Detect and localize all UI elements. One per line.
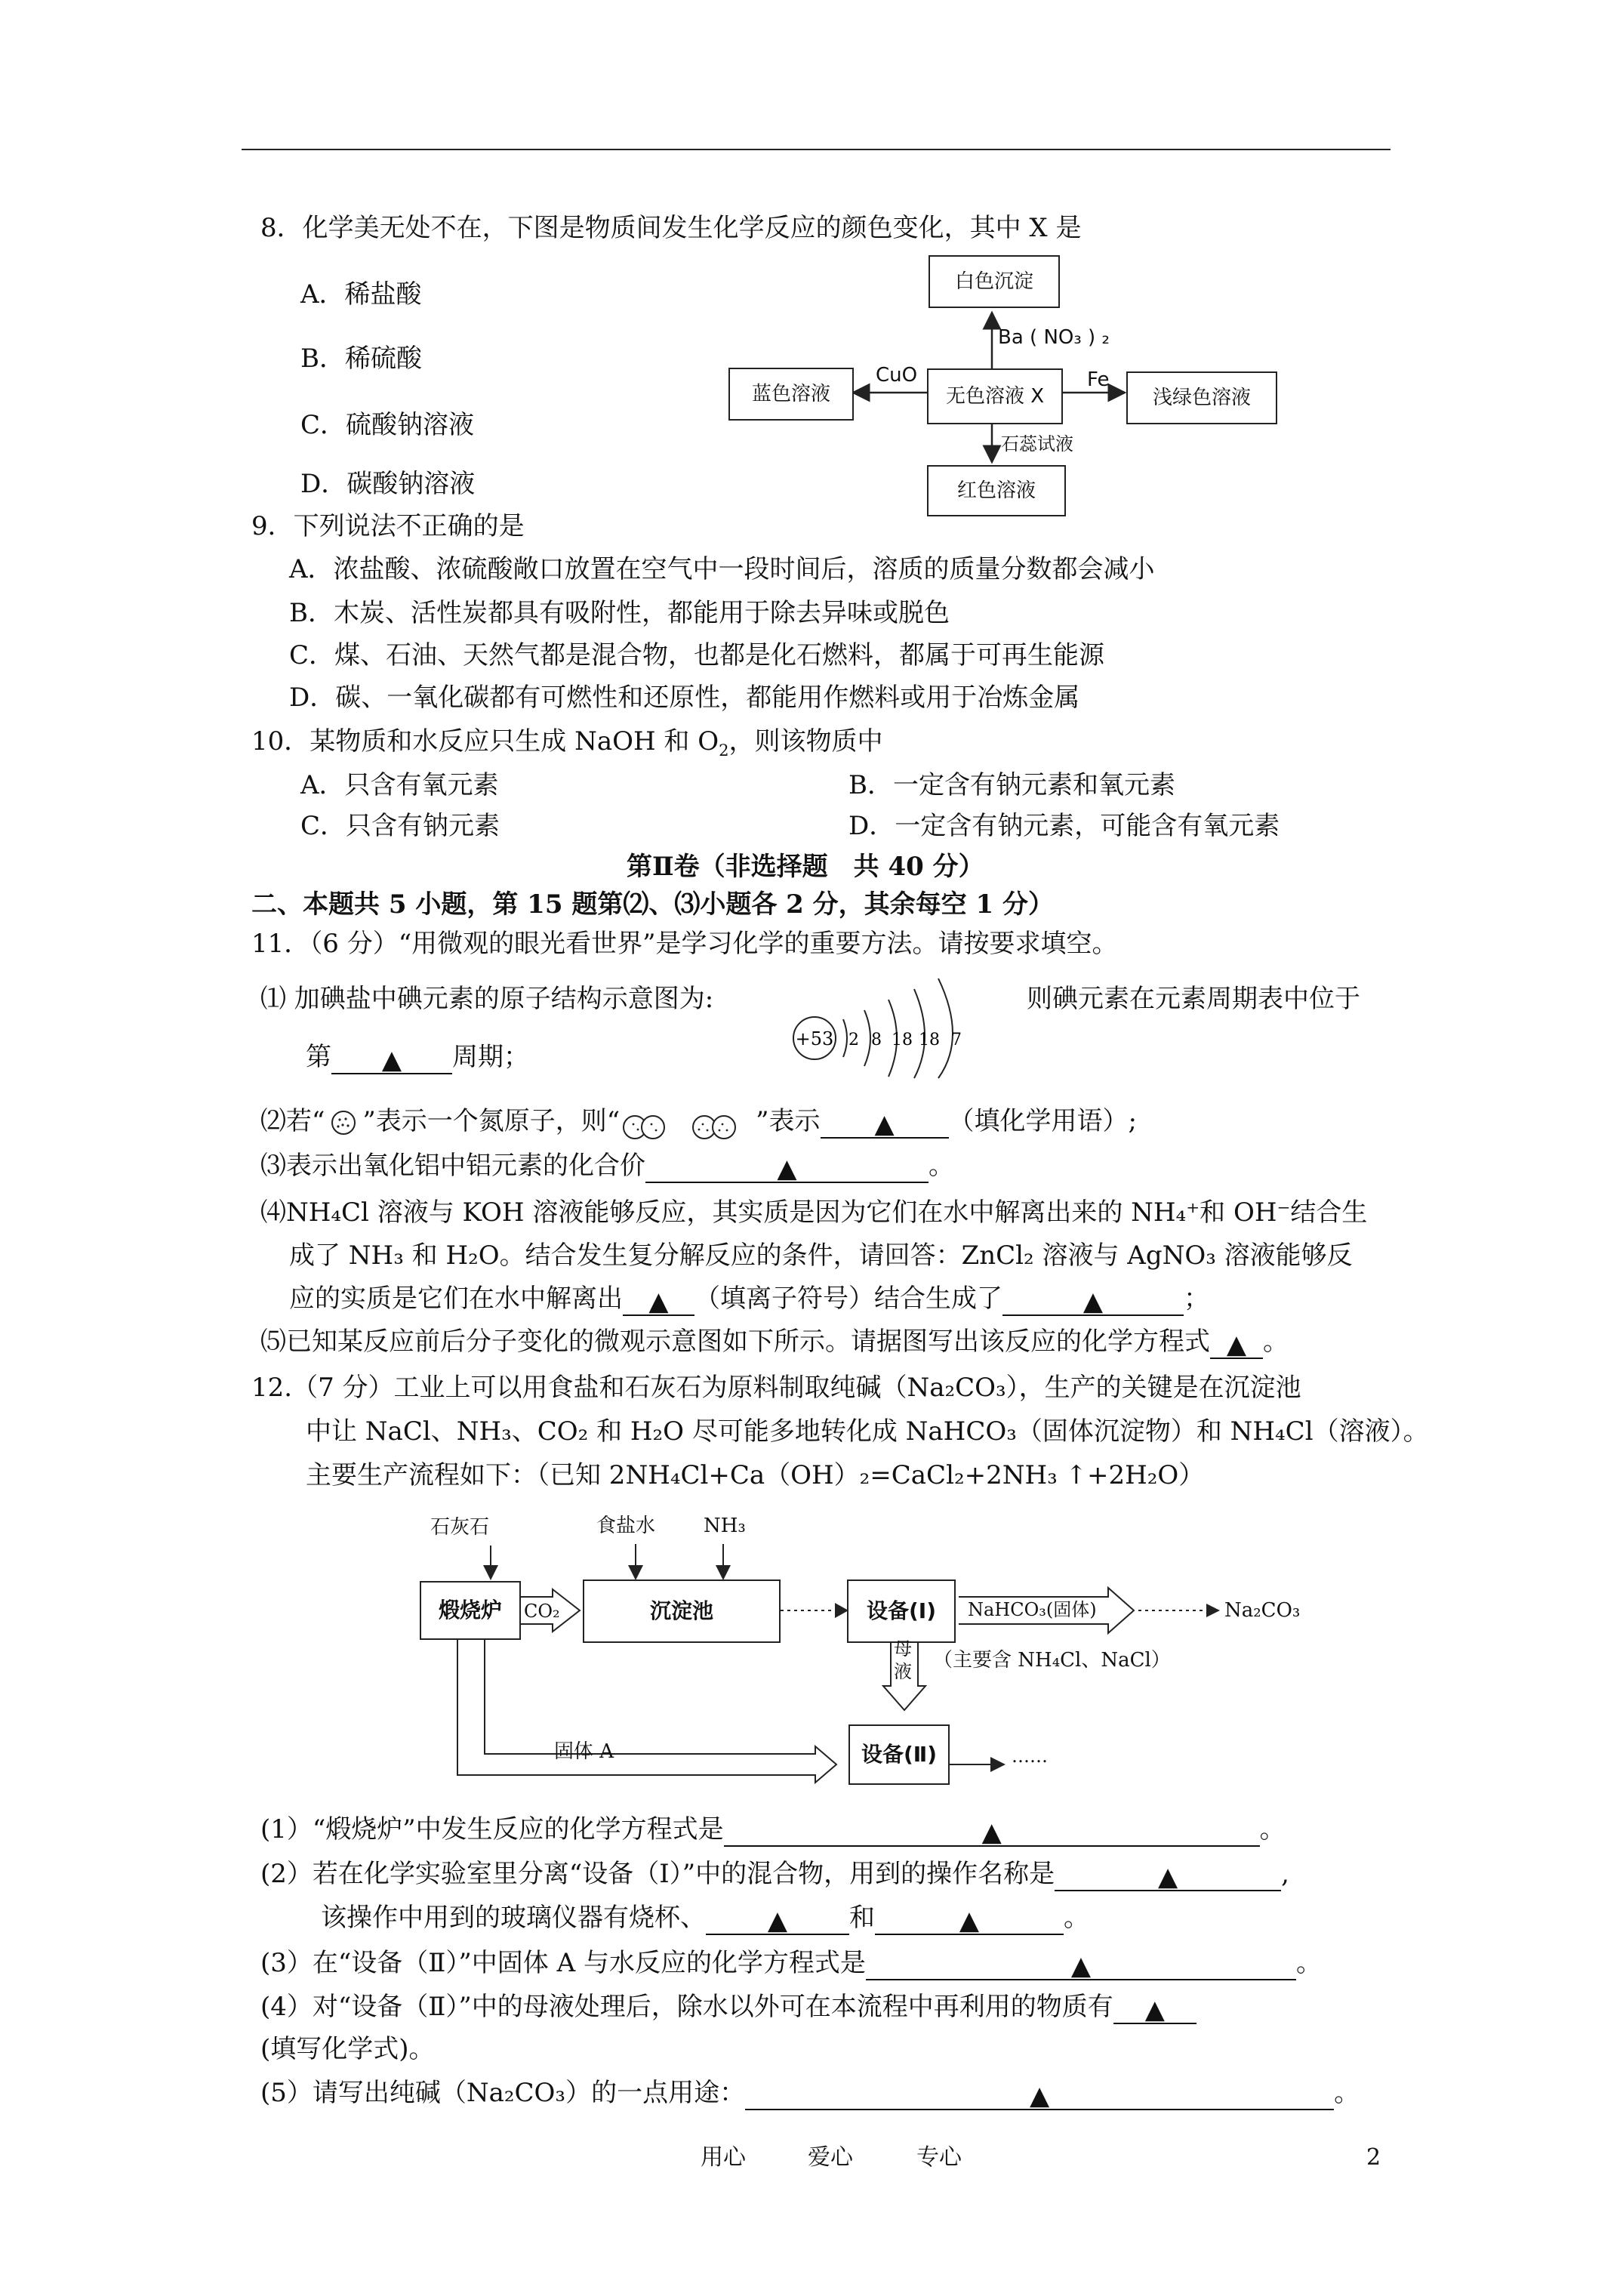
q12-s2a: (2）若在化学实验室里分离“设备（Ⅰ）”中的混合物，用到的操作名称是 — [260, 1859, 1055, 1889]
q11-p1b: 则碘元素在元素周期表中位于 — [1027, 984, 1360, 1014]
blank-marker: ▲ — [1070, 1951, 1092, 1981]
q10-option-d: D．一定含有钠元素，可能含有氧元素 — [848, 811, 1280, 841]
flow-na2co3: Na₂CO₃ — [1224, 1599, 1301, 1622]
flow-brine: 食盐水 — [596, 1515, 656, 1537]
blank-marker: ▲ — [1030, 2081, 1050, 2111]
q11-answer-blank-1[interactable] — [331, 1042, 452, 1074]
flow-nahco3-label: NaHCO₃(固体) — [968, 1599, 1097, 1620]
flow-limestone: 石灰石 — [430, 1516, 490, 1539]
q12-s3b: 。 — [1295, 1948, 1322, 1978]
q12-s2b: , — [1281, 1859, 1289, 1889]
q12-s2c: 该操作中用到的玻璃仪器有烧杯、 — [321, 1903, 706, 1933]
diagram-blue-solution: 蓝色溶液 — [728, 368, 854, 421]
q11-p4-line2: 成了 NH₃ 和 H₂O。结合发生复分解反应的条件，请回答：ZnCl₂ 溶液与 AgNO₃ 溶液能够反 — [289, 1240, 1353, 1271]
flow-device-2: 设备(Ⅱ) — [848, 1724, 950, 1785]
q9-option-a: A．浓盐酸、浓硫酸敞口放置在空气中一段时间后，溶质的质量分数都会减小 — [289, 554, 1155, 584]
q12-s5b: 。 — [1334, 2078, 1360, 2108]
q11-p4-l3b: （填离子符号）结合生成了 — [694, 1284, 1002, 1314]
blank-marker: ▲ — [1226, 1330, 1247, 1360]
blank-marker: ▲ — [648, 1287, 669, 1317]
q12-answer-blank-1[interactable] — [724, 1814, 1260, 1847]
q8-option-c: C．硫酸钠溶液 — [300, 410, 475, 440]
q12-s4-line2: (填写化学式)。 — [260, 2034, 435, 2064]
flow-continuation-dots: …… — [1012, 1746, 1048, 1767]
blank-marker: ▲ — [767, 1906, 788, 1936]
flow-mother-1: 母 — [894, 1638, 912, 1660]
q12-s4 — [260, 1992, 1196, 2024]
q11-answer-blank-4[interactable] — [623, 1284, 694, 1316]
flow-nh3: NH₃ — [704, 1515, 746, 1537]
blank-marker: ▲ — [959, 1906, 980, 1936]
blank-marker: ▲ — [777, 1154, 797, 1184]
iodine-atom-diagram — [789, 966, 978, 1080]
nitrogen-atom-icon — [325, 1108, 362, 1138]
atom-shell-electrons: 18 — [919, 1031, 940, 1049]
q9-stem: 9．下列说法不正确的是 — [251, 511, 525, 541]
blank-marker: ▲ — [1158, 1862, 1178, 1892]
blank-marker: ▲ — [1144, 1995, 1165, 2025]
q12-answer-blank-3[interactable] — [706, 1903, 849, 1935]
q11-p2a: ⑵若“ — [260, 1106, 325, 1136]
atom-shell-electrons: 2 — [848, 1031, 859, 1049]
atom-nucleus-label: +53 — [795, 1028, 834, 1049]
atom-shell-electrons: 7 — [951, 1031, 962, 1049]
q10-option-b: B．一定含有钠元素和氧元素 — [848, 770, 1175, 800]
q8-option-a: A．稀盐酸 — [300, 279, 422, 310]
q12-s1 — [260, 1814, 1286, 1847]
q11-p1d: 周期； — [452, 1042, 529, 1072]
q11-p3-line — [260, 1151, 954, 1183]
q10-stem — [251, 726, 883, 760]
q11-p2-line — [260, 1105, 1137, 1141]
q11-p5b: 。 — [1263, 1327, 1289, 1357]
q10-stem-sub: 2 — [719, 740, 729, 760]
q11-p4-line1: ⑷NH₄Cl 溶液与 KOH 溶液能够反应，其实质是因为它们在水中解离出来的 NH₄⁺和 OH⁻结合生 — [260, 1197, 1368, 1228]
blank-marker: ▲ — [1083, 1287, 1104, 1317]
q11-answer-blank-2[interactable] — [821, 1106, 949, 1139]
flow-mother-2: 液 — [894, 1661, 912, 1682]
page-number: 2 — [1366, 2144, 1381, 2171]
diagram-reagent-litmus: 石蕊试液 — [1001, 433, 1073, 455]
q11-p1a: ⑴ 加碘盐中碘元素的原子结构示意图为: — [260, 984, 714, 1014]
q12-s5 — [260, 2078, 1360, 2110]
diagram-colorless-solution-x: 无色溶液 X — [927, 368, 1063, 424]
q12-answer-blank-7[interactable] — [745, 2078, 1334, 2110]
q12-answer-blank-4[interactable] — [875, 1903, 1064, 1935]
atom-shell-electrons: 18 — [892, 1031, 913, 1049]
q11-stem: 11．（6 分）“用微观的眼光看世界”是学习化学的重要方法。请按要求填空。 — [251, 929, 1118, 959]
footer-mid: 爱心 — [808, 2144, 853, 2171]
q12-line3: 主要生产流程如下：（已知 2NH₄Cl+Ca（OH）₂=CaCl₂+2NH₃ ↑+2H₂O） — [306, 1460, 1205, 1490]
q12-s2e: 。 — [1064, 1903, 1089, 1933]
blank-marker: ▲ — [981, 1817, 1002, 1848]
q12-s3a: (3）在“设备（Ⅱ）”中固体 A 与水反应的化学方程式是 — [260, 1948, 866, 1978]
q11-p1-line — [306, 1042, 529, 1074]
diagram-reagent-cuo: CuO — [876, 364, 918, 387]
q11-p2d: （填化学用语）; — [948, 1106, 1138, 1136]
footer-right: 专心 — [916, 2144, 962, 2171]
flow-co2-label: CO₂ — [524, 1601, 560, 1622]
q9-option-c: C．煤、石油、天然气都是混合物，也都是化石燃料，都属于可再生能源 — [289, 640, 1105, 670]
q12-answer-blank-6[interactable] — [1113, 1992, 1196, 2024]
q12-s3 — [260, 1948, 1322, 1980]
diagram-light-green-solution: 浅绿色溶液 — [1126, 371, 1277, 424]
q11-p1c: 第 — [306, 1042, 331, 1072]
q11-answer-blank-6[interactable] — [1210, 1327, 1263, 1359]
header-rule — [242, 149, 1390, 150]
q12-s1a: (1）“煅烧炉”中发生反应的化学方程式是 — [260, 1814, 724, 1845]
q12-answer-blank-2[interactable] — [1055, 1859, 1281, 1891]
q10-option-a: A．只含有氧元素 — [300, 770, 499, 800]
q11-p4-l3c: ； — [1184, 1284, 1209, 1314]
q11-p4-l3a: 应的实质是它们在水中解离出 — [289, 1284, 623, 1314]
q11-p3a: ⑶表示出氧化铝中铝元素的化合价 — [260, 1151, 645, 1181]
q12-line1: 12.（7 分）工业上可以用食盐和石灰石为原料制取纯碱（Na₂CO₃），生产的关键是在沉淀池 — [251, 1373, 1301, 1403]
q8-option-d: D．碳酸钠溶液 — [300, 469, 476, 499]
q12-s4a: (4）对“设备（Ⅱ）”中的母液处理后，除水以外可在本流程中再利用的物质有 — [260, 1992, 1113, 2022]
q12-line2: 中让 NaCl、NH₃、CO₂ 和 H₂O 尽可能多地转化成 NaHCO₃（固体沉淀物）和 NH₄Cl（溶液）。 — [306, 1416, 1429, 1447]
q12-answer-blank-5[interactable] — [866, 1948, 1296, 1980]
q12-s2 — [260, 1859, 1289, 1891]
q11-p2c: ”表示 — [756, 1106, 821, 1136]
flow-solid-a: 固体 A — [554, 1740, 614, 1763]
q8-stem: 8．化学美无处不在，下图是物质间发生化学反应的颜色变化，其中 X 是 — [260, 213, 1082, 243]
q10-option-c: C．只含有钠元素 — [300, 811, 500, 841]
section-subtitle: 二、本题共 5 小题，第 15 题第⑵、⑶小题各 2 分，其余每空 1 分） — [251, 889, 1054, 920]
q11-p2b: ”表示一个氮原子，则“ — [362, 1106, 621, 1136]
q11-answer-blank-3[interactable] — [645, 1151, 929, 1183]
q8-option-b: B．稀硫酸 — [300, 344, 422, 374]
flow-main-content: （主要含 NH₄Cl、NaCl） — [933, 1649, 1171, 1672]
flow-device-1: 设备(Ⅰ) — [847, 1579, 956, 1643]
q11-p3b: 。 — [929, 1151, 954, 1181]
q11-p5a: ⑸已知某反应前后分子变化的微观示意图如下所示。请据图写出该反应的化学方程式 — [260, 1327, 1210, 1357]
blank-marker: ▲ — [381, 1045, 402, 1075]
diagram-reagent-fe: Fe — [1087, 368, 1110, 391]
q9-option-b: B．木炭、活性炭都具有吸附性，都能用于除去异味或脱色 — [289, 598, 950, 628]
atom-shell-electrons: 8 — [871, 1031, 882, 1049]
section-title: 第Ⅱ卷（非选择题 共 40 分） — [627, 852, 984, 882]
q11-p5-line — [260, 1327, 1289, 1359]
diagram-white-precipitate: 白色沉淀 — [929, 255, 1060, 308]
flow-furnace: 煅烧炉 — [420, 1581, 521, 1640]
blank-marker: ▲ — [874, 1109, 895, 1139]
diagram-red-solution: 红色溶液 — [927, 465, 1066, 516]
q11-answer-blank-5[interactable] — [1002, 1284, 1184, 1316]
q12-s2d: 和 — [849, 1903, 875, 1933]
q9-option-d: D．碳、一氧化碳都有可燃性和还原性，都能用作燃料或用于冶炼金属 — [289, 683, 1080, 713]
footer-left: 用心 — [701, 2144, 746, 2171]
nitrogen-molecules-icon — [620, 1105, 756, 1141]
q12-s5a: (5）请写出纯碱（Na₂CO₃）的一点用途： — [260, 2078, 746, 2108]
q12-s2-line2 — [321, 1903, 1089, 1935]
q10-stem-text: 10．某物质和水反应只生成 NaOH 和 O — [251, 726, 719, 757]
flow-settling-tank: 沉淀池 — [583, 1579, 781, 1643]
q12-s1b: 。 — [1259, 1814, 1286, 1845]
diagram-reagent-bano3: Ba ( NO₃ ) ₂ — [998, 326, 1110, 349]
q10-stem-tail: ，则该物质中 — [728, 726, 883, 757]
q11-p4-line3 — [289, 1284, 1209, 1316]
